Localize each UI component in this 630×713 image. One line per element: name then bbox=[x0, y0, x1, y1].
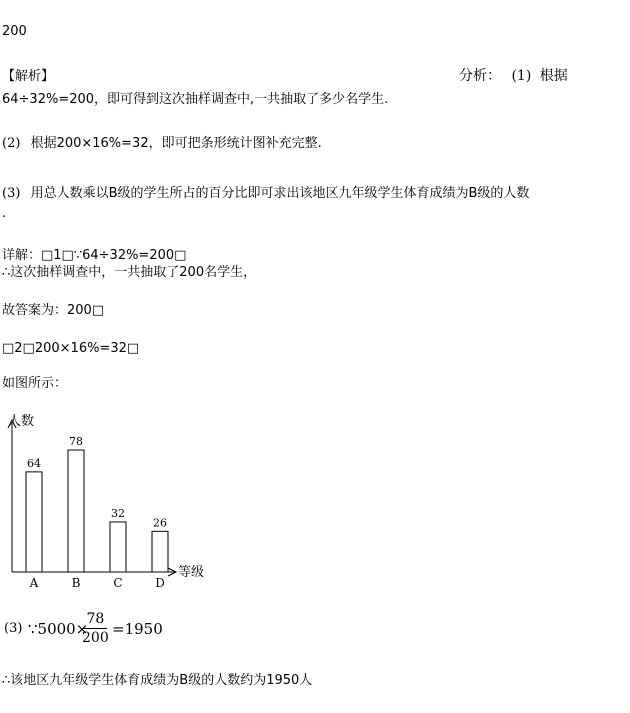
detail-line-1: 详解：□1□∵64÷32%=200□ bbox=[2, 248, 187, 263]
tick-label-c: C bbox=[113, 576, 123, 588]
part3-text: 用总人数乘以B级的学生所占的百分比即可求出该地区九年级学生体育成绩为B级的人数 bbox=[30, 186, 530, 201]
bar-c bbox=[110, 522, 126, 572]
data-label-c: 32 bbox=[111, 506, 125, 520]
x-axis-label: 等级 bbox=[178, 565, 205, 580]
analysis-intro bbox=[459, 68, 568, 84]
detail-line-4: □2□200×16%=32□ bbox=[2, 341, 140, 356]
part2-line bbox=[2, 136, 322, 152]
tick-label-d: D bbox=[155, 576, 165, 588]
detail-line-3: 故答案为：200□ bbox=[2, 303, 105, 318]
analysis-intro-text: 分析： bbox=[459, 68, 501, 84]
part2-text: 根据200×16%=32，即可把条形统计图补充完整. bbox=[30, 136, 322, 151]
part3-lhs: ∵5000× bbox=[28, 620, 89, 638]
bar-b bbox=[68, 450, 84, 572]
detail-line-5: 如图所示： bbox=[2, 376, 68, 391]
fraction bbox=[82, 610, 109, 647]
answer-value: 200 bbox=[2, 24, 27, 39]
y-axis-label: 人数 bbox=[8, 414, 35, 429]
fraction-numerator: 78 bbox=[83, 610, 107, 629]
data-label-d: 26 bbox=[153, 516, 167, 530]
part3-end: . bbox=[2, 206, 7, 221]
part3-number: (3) bbox=[2, 186, 21, 201]
part3-label: (3) bbox=[4, 621, 23, 636]
part1-number: (1) bbox=[511, 68, 532, 84]
bar-chart bbox=[0, 408, 240, 588]
bar-d bbox=[152, 531, 168, 572]
fraction-denominator: 200 bbox=[82, 630, 109, 646]
part3-rhs: =1950 bbox=[112, 620, 163, 638]
tick-label-a: A bbox=[29, 576, 39, 588]
detail-line-2: ∴这次抽样调查中，一共抽取了200名学生， bbox=[2, 265, 257, 280]
part1-text: 64÷32%=200，即可得到这次抽样调查中,一共抽取了多少名学生. bbox=[2, 92, 389, 107]
part3-line bbox=[2, 186, 529, 202]
tick-label-b: B bbox=[71, 576, 81, 588]
analysis-label: 【解析】 bbox=[2, 69, 55, 84]
part2-number: (2) bbox=[2, 136, 21, 151]
data-label-b: 78 bbox=[69, 435, 83, 448]
data-label-a: 64 bbox=[27, 456, 41, 470]
part1-lead: 根据 bbox=[539, 68, 568, 84]
bar-a bbox=[26, 472, 42, 572]
conclusion: ∴该地区九年级学生体育成绩为B级的人数约为1950人 bbox=[2, 673, 313, 688]
